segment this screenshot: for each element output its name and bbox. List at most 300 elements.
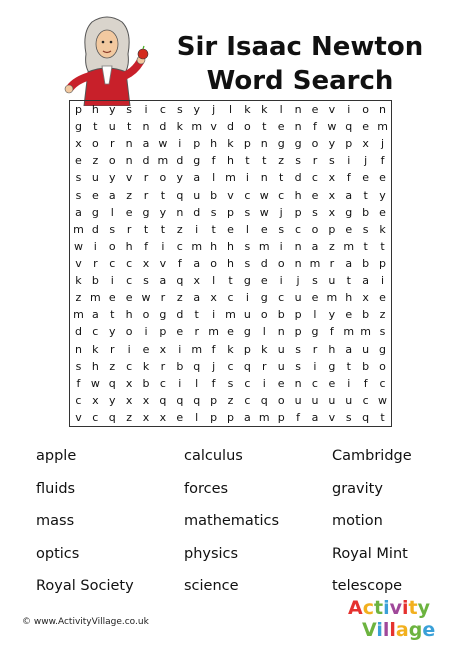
grid-cell: p (379, 256, 387, 270)
grid-cell: r (160, 291, 166, 305)
grid-cell: s (75, 171, 82, 185)
grid-cell: c (244, 376, 251, 390)
grid-cell: r (109, 342, 115, 356)
grid-cell: z (328, 239, 335, 253)
grid-cell: u (294, 291, 302, 305)
grid-cell: h (125, 308, 133, 322)
grid-cell: v (75, 256, 82, 270)
grid-cell: h (125, 239, 133, 253)
grid-cell: m (377, 120, 388, 134)
word-search-grid (69, 100, 392, 427)
grid-cell: f (329, 325, 334, 339)
grid-cell: f (380, 154, 385, 168)
grid-cell: z (176, 291, 183, 305)
grid-cell: m (208, 325, 219, 339)
grid-cell: j (364, 154, 368, 168)
grid-cell: t (380, 239, 385, 253)
grid-cell: r (194, 325, 199, 339)
activity-village-logo (342, 594, 452, 642)
grid-cell: j (296, 274, 300, 288)
grid-cell: b (176, 359, 184, 373)
grid-cell: u (243, 308, 251, 322)
grid-cell: o (244, 120, 251, 134)
grid-cell: m (343, 325, 355, 339)
grid-cell: w (327, 120, 337, 134)
title-line-1: Sir Isaac Newton (176, 32, 424, 62)
grid-cell: c (227, 359, 234, 373)
grid-cell: g (345, 205, 353, 219)
grid-cell: z (75, 291, 82, 305)
grid-cell: s (75, 188, 82, 202)
grid-cell: j (381, 137, 385, 151)
grid-cell: j (212, 359, 216, 373)
grid-cell: t (228, 274, 233, 288)
grid-cell: m (258, 239, 270, 253)
grid-cell: q (108, 376, 116, 390)
word-list-item: apple (36, 448, 77, 464)
grid-cell: c (75, 393, 82, 407)
grid-cell: i (178, 376, 182, 390)
grid-cell: m (191, 342, 203, 356)
grid-cell: q (345, 120, 353, 134)
grid-cell: o (142, 308, 150, 322)
grid-cell: a (91, 308, 99, 322)
grid-cell: e (227, 222, 234, 236)
grid-cell: o (311, 137, 319, 151)
grid-cell: x (142, 393, 150, 407)
grid-cell: t (160, 188, 166, 202)
grid-cell: p (193, 137, 201, 151)
grid-cell: u (277, 359, 285, 373)
grid-cell: y (379, 188, 386, 202)
grid-cell: h (91, 359, 99, 373)
grid-cell: r (126, 222, 132, 236)
grid-cell: n (260, 171, 268, 185)
grid-cell: z (109, 359, 116, 373)
grid-cell: d (260, 256, 268, 270)
grid-cell: m (191, 120, 203, 134)
grid-cell: e (362, 171, 370, 185)
grid-cell: i (313, 359, 317, 373)
grid-cell: e (379, 171, 386, 185)
title-line-2: Word Search (206, 66, 394, 96)
grid-cell: x (92, 393, 99, 407)
grid-cell: t (363, 239, 368, 253)
grid-cell: f (346, 171, 351, 185)
grid-cell: m (225, 308, 236, 322)
grid-cell: o (108, 239, 116, 253)
grid-cell: q (193, 359, 201, 373)
grid-cell: k (92, 342, 99, 356)
grid-cell: j (279, 205, 283, 219)
grid-cell: u (193, 188, 201, 202)
grid-cell: d (294, 171, 302, 185)
grid-cell: d (159, 120, 167, 134)
grid-cell: f (363, 376, 368, 390)
grid-cell: g (159, 308, 167, 322)
grid-cell: c (159, 376, 166, 390)
grid-cell: a (159, 274, 167, 288)
grid-cell: o (210, 256, 217, 270)
grid-cell: v (125, 171, 133, 185)
grid-cell: c (278, 188, 285, 202)
grid-cell: s (143, 274, 149, 288)
grid-cell: s (176, 103, 183, 117)
grid-cell: r (312, 342, 318, 356)
grid-cell: i (110, 274, 114, 288)
grid-cell: n (379, 103, 387, 117)
grid-cell: t (262, 120, 267, 134)
grid-cell: h (294, 188, 302, 202)
word-list-item: motion (332, 513, 383, 529)
grid-cell: g (311, 325, 319, 339)
grid-cell: h (328, 342, 336, 356)
grid-cell: o (379, 359, 386, 373)
grid-cell: e (125, 291, 133, 305)
grid-cell: a (193, 171, 201, 185)
grid-cell: u (311, 393, 319, 407)
grid-cell: t (279, 171, 284, 185)
grid-cell: t (363, 188, 368, 202)
grid-cell: l (245, 222, 249, 236)
grid-cell: n (125, 154, 133, 168)
grid-cell: t (380, 410, 385, 424)
grid-cell: p (277, 410, 285, 424)
grid-cell: b (362, 308, 370, 322)
grid-cell: w (378, 393, 388, 407)
grid-cell: i (144, 103, 148, 117)
grid-cell: a (244, 410, 251, 424)
grid-cell: l (279, 103, 283, 117)
grid-cell: b (362, 359, 370, 373)
grid-cell: e (311, 291, 319, 305)
grid-cell: a (193, 291, 201, 305)
grid-cell: e (125, 205, 133, 219)
grid-cell: x (328, 171, 336, 185)
grid-cell: f (313, 120, 317, 134)
grid-cell: q (176, 188, 184, 202)
grid-cell: m (157, 154, 169, 168)
grid-cell: i (347, 103, 351, 117)
grid-cell: s (362, 222, 369, 236)
grid-cell: y (108, 171, 116, 185)
grid-cell: m (360, 325, 371, 339)
grid-cell: n (294, 376, 302, 390)
grid-cell: g (91, 205, 99, 219)
grid-cell: m (191, 239, 203, 253)
grid-cell: o (362, 103, 370, 117)
grid-cell: i (279, 239, 283, 253)
grid-cell: l (313, 308, 317, 322)
grid-cell: z (92, 154, 99, 168)
grid-cell: o (277, 393, 285, 407)
grid-cell: r (312, 154, 318, 168)
grid-cell: t (110, 308, 115, 322)
grid-cell: x (125, 393, 133, 407)
grid-cell: l (212, 274, 216, 288)
grid-cell: e (379, 291, 386, 305)
grid-cell: l (195, 376, 199, 390)
grid-cell: e (345, 308, 353, 322)
word-list-item: telescope (332, 578, 403, 594)
grid-cell: a (193, 256, 201, 270)
grid-cell: v (159, 256, 167, 270)
grid-cell: c (176, 239, 183, 253)
grid-cell: x (159, 342, 167, 356)
grid-cell: o (91, 137, 99, 151)
grid-cell: u (328, 274, 336, 288)
grid-cell: g (243, 325, 251, 339)
grid-cell: i (144, 325, 148, 339)
grid-cell: s (312, 274, 318, 288)
grid-cell: k (379, 222, 386, 236)
grid-cell: i (212, 308, 216, 322)
grid-cell: w (259, 205, 269, 219)
grid-cell: x (142, 256, 150, 270)
grid-cell: i (178, 342, 182, 356)
grid-cell: n (277, 325, 285, 339)
grid-cell: b (362, 256, 370, 270)
grid-cell: c (244, 393, 251, 407)
grid-cell: b (277, 308, 285, 322)
grid-cell: l (228, 103, 233, 117)
grid-cell: m (225, 171, 236, 185)
grid-cell: f (211, 154, 216, 168)
grid-cell: e (311, 103, 319, 117)
word-list-item: mass (36, 513, 75, 529)
grid-cell: m (73, 308, 84, 322)
grid-cell: x (328, 205, 336, 219)
grid-cell: a (108, 188, 116, 202)
grid-cell: n (176, 205, 184, 219)
grid-cell: p (210, 410, 218, 424)
grid-cell: u (91, 171, 99, 185)
grid-cell: s (328, 154, 335, 168)
grid-cell: f (211, 342, 216, 356)
grid-cell: p (243, 137, 251, 151)
grid-cell: e (311, 188, 319, 202)
grid-cell: d (74, 325, 82, 339)
grid-cell: e (260, 222, 268, 236)
grid-cell: c (278, 291, 285, 305)
grid-cell: u (345, 393, 353, 407)
word-list-item: Cambridge (332, 448, 412, 464)
grid-cell: a (345, 188, 353, 202)
grid-cell: w (90, 376, 100, 390)
grid-cell: e (260, 274, 268, 288)
grid-cell: t (160, 222, 166, 236)
grid-cell: r (329, 256, 335, 270)
grid-cell: a (362, 274, 370, 288)
grid-cell: i (381, 274, 385, 288)
grid-cell: k (176, 120, 183, 134)
grid-cell: n (142, 120, 150, 134)
grid-cell: d (176, 154, 184, 168)
grid-cell: u (294, 393, 302, 407)
grid-cell: i (347, 376, 351, 390)
grid-cell: f (76, 376, 81, 390)
grid-cell: y (328, 308, 336, 322)
grid-cell: h (227, 154, 234, 168)
grid-cell: g (260, 291, 268, 305)
grid-cell: k (227, 342, 234, 356)
grid-cell: x (159, 410, 167, 424)
grid-cell: y (108, 325, 116, 339)
grid-cell: g (277, 137, 285, 151)
grid-cell: d (91, 222, 99, 236)
grid-cell: a (311, 239, 319, 253)
grid-cell: s (75, 359, 82, 373)
grid-cell: d (193, 205, 201, 219)
word-list-item: Royal Mint (332, 545, 408, 562)
grid-cell: q (176, 274, 184, 288)
grid-cell: i (279, 274, 283, 288)
grid-cell: s (379, 325, 386, 339)
grid-cell: l (212, 171, 216, 185)
grid-cell: s (109, 222, 116, 236)
grid-cell: y (176, 171, 184, 185)
grid-cell: s (227, 376, 234, 390)
grid-cell: s (244, 256, 251, 270)
grid-cell: f (144, 239, 148, 253)
grid-cell: c (92, 410, 99, 424)
grid-cell: e (277, 120, 285, 134)
grid-cell: f (177, 256, 182, 270)
grid-cell: c (362, 393, 369, 407)
grid-cell: c (244, 188, 251, 202)
grid-cell: b (142, 376, 150, 390)
grid-cell: n (74, 342, 82, 356)
grid-cell: b (362, 205, 370, 219)
grid-cell: e (108, 291, 116, 305)
grid-cell: x (362, 137, 369, 151)
word-list-item: fluids (36, 480, 76, 497)
grid-cell: u (108, 120, 116, 134)
grid-cell: m (309, 256, 321, 270)
grid-cell: s (126, 103, 132, 117)
grid-cell: e (328, 376, 336, 390)
grid-cell: v (328, 103, 336, 117)
grid-cell: s (244, 205, 251, 219)
word-list-item: calculus (184, 448, 243, 464)
grid-cell: g (328, 359, 336, 373)
grid-cell: w (73, 239, 83, 253)
grid-cell: r (93, 256, 98, 270)
grid-cell: n (294, 103, 302, 117)
grid-cell: c (311, 376, 318, 390)
grid-cell: s (244, 239, 251, 253)
grid-cell: p (294, 325, 302, 339)
grid-cell: r (143, 188, 149, 202)
grid-cell: v (227, 188, 234, 202)
grid-cell: n (294, 120, 302, 134)
grid-cell: q (108, 410, 116, 424)
grid-cell: v (328, 410, 336, 424)
grid-cell: x (328, 188, 336, 202)
grid-cell: p (227, 205, 234, 219)
grid-cell: g (142, 205, 150, 219)
grid-cell: c (126, 256, 133, 270)
grid-cell: p (345, 137, 353, 151)
grid-cell: t (93, 120, 98, 134)
grid-cell: a (345, 256, 353, 270)
grid-cell: s (295, 342, 301, 356)
grid-cell: b (210, 188, 218, 202)
word-list-item: science (184, 578, 239, 594)
grid-cell: s (278, 222, 285, 236)
grid-cell: a (75, 205, 82, 219)
grid-cell: b (91, 274, 99, 288)
grid-cell: x (210, 291, 217, 305)
grid-cell: k (142, 359, 150, 373)
grid-cell: o (260, 308, 268, 322)
grid-cell: e (176, 410, 184, 424)
word-list-item: mathematics (184, 513, 280, 529)
grid-cell: e (345, 222, 353, 236)
page-title (140, 30, 460, 98)
grid-cell: z (278, 154, 285, 168)
grid-cell: f (211, 376, 216, 390)
grid-cell: z (379, 308, 386, 322)
grid-cell: z (126, 188, 133, 202)
grid-cell: h (91, 103, 99, 117)
grid-cell: s (295, 154, 301, 168)
grid-cell: d (142, 154, 150, 168)
grid-cell: z (227, 393, 234, 407)
grid-cell: p (328, 222, 336, 236)
grid-cell: y (108, 393, 116, 407)
grid-cell: i (262, 376, 266, 390)
grid-cell: e (176, 325, 184, 339)
grid-cell: p (227, 410, 234, 424)
grid-cell: o (125, 325, 133, 339)
grid-cell: e (277, 376, 285, 390)
isaac-newton-illustration (62, 14, 152, 106)
grid-cell: y (159, 205, 167, 219)
grid-cell: p (159, 325, 167, 339)
grid-cell: w (141, 291, 151, 305)
grid-cell: o (277, 256, 285, 270)
grid-cell: n (294, 239, 302, 253)
grid-cell: x (142, 410, 150, 424)
grid-cell: x (193, 274, 200, 288)
grid-cell: q (243, 359, 251, 373)
grid-cell: h (227, 256, 234, 270)
word-list-item: physics (184, 545, 239, 562)
grid-cell: s (295, 359, 301, 373)
grid-cell: t (143, 222, 149, 236)
word-list-item: Royal Society (36, 578, 134, 594)
grid-cell: q (260, 393, 268, 407)
grid-cell: t (194, 308, 199, 322)
grid-cell: t (211, 222, 216, 236)
grid-cell: h (210, 137, 218, 151)
grid-cell: d (176, 308, 184, 322)
grid-cell: t (346, 274, 351, 288)
grid-cell: i (93, 239, 97, 253)
grid-cell: k (261, 342, 268, 356)
grid-cell: k (75, 274, 82, 288)
grid-cell: y (108, 103, 116, 117)
grid-cell: l (110, 205, 114, 219)
word-list-item: optics (36, 545, 80, 562)
grid-cell: s (312, 205, 318, 219)
grid-cell: e (142, 342, 150, 356)
grid-cell: f (296, 410, 300, 424)
grid-cell: c (92, 325, 99, 339)
grid-cell: x (75, 137, 82, 151)
grid-cell: v (75, 410, 82, 424)
